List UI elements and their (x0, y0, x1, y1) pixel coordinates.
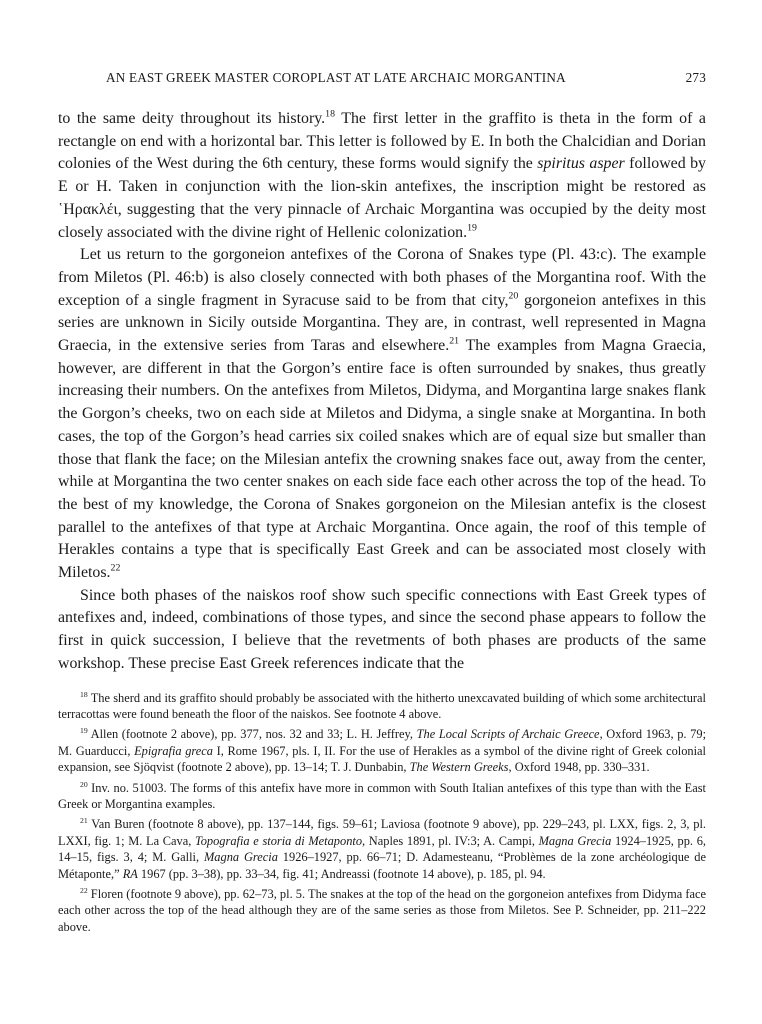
text-run: followed by E or H. Taken in conjunction with the lion-skin antefixes, the inscription might be restored as (58, 155, 706, 196)
book-title: Epigrafia greca (134, 743, 213, 758)
footnote-ref-18[interactable]: 18 (325, 108, 335, 120)
footnote-20 (58, 780, 706, 813)
italic-term: spiritus asper (537, 155, 625, 173)
footnote-number: 22 (80, 885, 88, 895)
journal-title: Magna Grecia (203, 850, 278, 865)
footnote-22 (58, 886, 706, 935)
text-run: , suggesting that the very pinnacle of Archaic Morgantina was occupied by the deity most closely associated with the divine right of Hellenic colonization. (58, 200, 706, 241)
running-header (58, 70, 706, 90)
greek-inscription: ῾Ηρακλέι (58, 200, 118, 218)
footnote-text: Van Buren (footnote 8 above), pp. 137–144, figs. 59–61; Laviosa (footnote 9 above), pp. 229–243, pl. LXX, figs. 2, 3, pl. LXXI, fig. 1; M. La Cava, (58, 817, 706, 848)
paragraph-3 (58, 585, 706, 676)
paragraph-1 (58, 108, 706, 244)
footnote-21 (58, 816, 706, 882)
footnote-number: 19 (80, 726, 88, 736)
footnote-number: 18 (80, 689, 88, 699)
text-run: to the same deity throughout its history. (58, 110, 326, 127)
footnotes (58, 690, 706, 936)
footnote-text: The sherd and its graffito should probably be associated with the hitherto unexcavated building of which some architectural terracottas were found beneath the floor of the naiskos. See footnote 4 above. (58, 690, 706, 721)
footnote-text: 1924–1925, pp. 6, 14–15, figs. 3, 4; M. Galli, (58, 833, 706, 865)
journal-title: RA (122, 866, 138, 881)
footnote-text: , Naples 1891, pl. IV:3; A. Campi, (362, 833, 539, 848)
text-run: Let us return to the gorgoneion antefixes of the Corona of Snakes type (Pl. 43:c). The example from Miletos (Pl. 46:b) is also closely connected with both phases of the Morgantina roof. With the exception of a single fragment in Syracuse said to be from that city, (58, 246, 706, 309)
text-run: The first letter in the graffito is theta in the form of a rectangle on end with a horizontal bar. This letter is followed by E. In both the Chalcidian and Dorian colonies of the West during the 6th century, these forms would signify the (58, 110, 706, 173)
page (58, 70, 706, 939)
footnote-ref-20[interactable]: 20 (508, 290, 519, 302)
footnote-text: Inv. no. 51003. The forms of this antefix have more in common with South Italian antefixes of this type than with the East Greek or Morgantina examples. (58, 780, 706, 812)
footnote-ref-22[interactable]: 22 (110, 562, 121, 574)
book-title: The Western Greeks (409, 760, 509, 775)
body-text (58, 108, 706, 676)
footnote-ref-19[interactable]: 19 (467, 222, 477, 234)
journal-title: Magna Grecia (538, 833, 612, 848)
book-title: Topografia e storia di Metaponto (194, 833, 363, 848)
footnote-number: 21 (80, 816, 88, 826)
text-run: Since both phases of the naiskos roof show such specific connections with East Greek types of antefixes and, indeed, combinations of those types, and since the second phase appears to follow the first in quick succession, I believe that the revetments of both phases are products of the same workshop. These precise East Greek references indicate that the (58, 586, 706, 672)
footnote-text: Allen (footnote 2 above), pp. 377, nos. 32 and 33; L. H. Jeffrey, (87, 727, 417, 742)
footnote-number: 20 (80, 779, 88, 789)
text-run: gorgoneion antefixes in this series are unknown in Sicily outside Morgantina. They are, in contrast, well represented in Magna Graecia, in the extensive series from Taras and elsewhere. (58, 291, 706, 355)
footnote-19 (58, 726, 706, 775)
footnote-text: , Oxford 1948, pp. 330–331. (508, 760, 650, 775)
footnote-text: 1926–1927, pp. 66–71; D. Adamesteanu, “Problèmes de la zone archéologique de Métaponte,” (58, 850, 706, 881)
footnote-text: 1967 (pp. 3–38), pp. 33–34, fig. 41; Andreassi (footnote 14 above), p. 185, pl. 94. (137, 866, 546, 881)
paragraph-2 (58, 244, 706, 585)
footnote-text: , Oxford 1963, p. 79; M. Guarducci, (58, 727, 707, 758)
page-number: 273 (685, 70, 706, 85)
running-title: AN EAST GREEK MASTER COROPLAST AT LATE ARCHAIC MORGANTINA (106, 70, 566, 85)
footnote-18 (58, 690, 706, 723)
footnote-text: Floren (footnote 9 above), pp. 62–73, pl. 5. The snakes at the top of the head on the gorgoneion antefixes from Didyma face each other across the top of the head although they are of the same series as those from Miletos. See P. Schneider, pp. 211–222 above. (58, 887, 706, 934)
footnote-text: I, Rome 1967, pls. I, II. For the use of Herakles as a symbol of the divine right of Greek colonial expansion, see Sjöqvist (footnote 2 above), pp. 13–14; T. J. Dunbabin, (58, 743, 706, 775)
footnote-ref-21[interactable]: 21 (449, 335, 460, 347)
book-title: The Local Scripts of Archaic Greece (416, 727, 600, 742)
text-run: The examples from Magna Graecia, however, are different in that the Gorgon’s entire face is often surrounded by snakes, thus greatly increasing their numbers. On the antefixes from Miletos, Didyma, and Morgantina large snakes flank the Gorgon’s cheeks, two on each side at Miletos and Didyma, a single snake at Morgantina. In both cases, the top of the Gorgon’s head carries six coiled snakes which are of equal size but smaller than those that flank the face; on the Milesian antefix the crowning snakes face out, away from the center, while at Morgantina the two center snakes on each side face each other across the top of the head. To the best of my knowledge, the Corona of Snakes gorgoneion on the Milesian antefix is the closest parallel to the antefixes of that type at Archaic Morgantina. Once again, the roof of this temple of Herakles contains a type that is specifically East Greek and can be associated most closely with Miletos. (58, 337, 706, 582)
